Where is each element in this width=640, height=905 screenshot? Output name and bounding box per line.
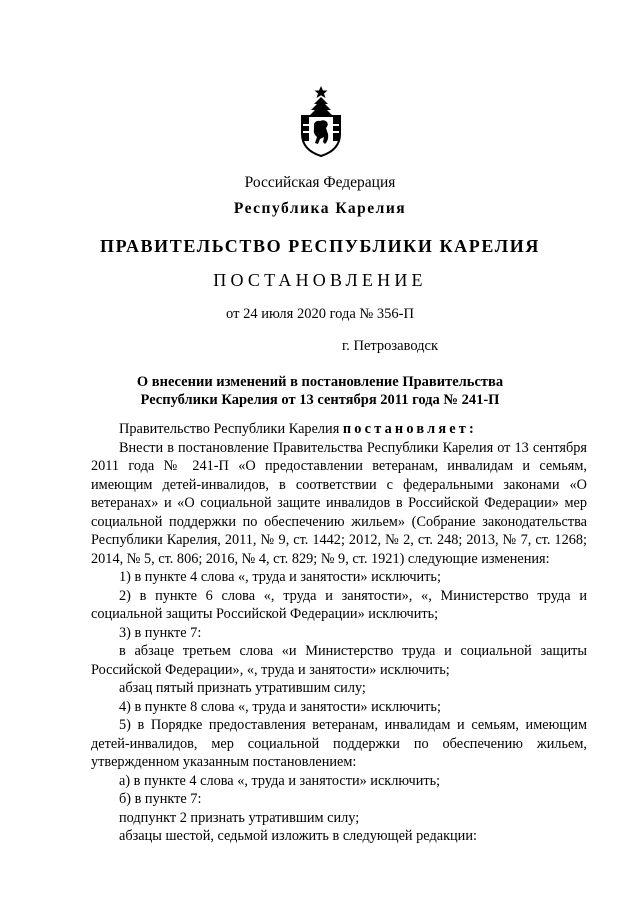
paragraph-6: абзац пятый признать утратившим силу; <box>119 680 366 696</box>
paragraph-11: подпункт 2 признать утратившим силу; <box>119 809 360 826</box>
intro-paragraph <box>91 420 587 439</box>
paragraph-8: 5) в Порядке предоставления ветеранам, инвалидам и семьям, имеющим детей-инвалидов, мер социальной поддержки по обеспечению жильем, утвержденном указанным постановлением: <box>91 717 587 770</box>
date-number-line: от 24 июля 2020 года № 356-П <box>226 306 414 322</box>
government-heading: ПРАВИТЕЛЬСТВО РЕСПУБЛИКИ КАРЕЛИЯ <box>100 236 540 256</box>
paragraph-9: а) в пункте 4 слова «, труда и занятости» исключить; <box>119 772 441 789</box>
title-line-1: О внесении изменений в постановление Правительства <box>136 374 504 390</box>
republic-label: Республика Карелия <box>233 200 407 217</box>
paragraph-1: Внести в постановление Правительства Республики Карелия от 13 сентября 2011 года № 241-П «О предоставлении ветеранам, инвалидам и семьям, имеющим детей-инвалидов, в соответствии с федеральными законами «О ветеранах» и «О социальной защите инвалидов в Российской Федерации» мер социальной поддержки по обеспечению жильем» (Собрание законодательства Республики Карелия, 2011, № 9, ст. 1442; 2012, № 2, ст. 248; 2013, № 7, ст. 1268; 2014, № 5, ст. 806; 2016, № 4, ст. 829; № 9, ст. 1921) следующие изменения: <box>91 439 587 567</box>
paragraph-12: абзацы шестой, седьмой изложить в следующей редакции: <box>119 828 477 844</box>
paragraph-10: б) в пункте 7: <box>119 791 202 807</box>
paragraph-2: 1) в пункте 4 слова «, труда и занятости» исключить; <box>119 569 441 585</box>
paragraph-3: 2) в пункте 6 слова «, труда и занятости», «, Министерство труда и социальной защиты Российской Федерации» исключить; <box>91 587 587 622</box>
federation-label: Российская Федерация <box>244 174 396 191</box>
karelia-emblem-icon <box>296 84 346 158</box>
coat-of-arms-emblem <box>296 84 346 158</box>
intro-text: Правительство Республики Карелия <box>119 421 343 437</box>
paragraph-5: в абзаце третьем слова «и Министерство труда и социальной защиты Российской Федерации», «, труда и занятости» исключить; <box>91 643 587 678</box>
title-line-2: Республики Карелия от 13 сентября 2011 года № 241-П <box>140 392 500 408</box>
city-label: г. Петрозаводск <box>341 338 439 354</box>
document-body <box>91 420 587 846</box>
intro-verb: постановляет: <box>342 421 477 437</box>
document-type-heading: ПОСТАНОВЛЕНИЕ <box>213 270 427 290</box>
paragraph-7: 4) в пункте 8 слова «, труда и занятости» исключить; <box>119 698 441 715</box>
paragraph-4: 3) в пункте 7: <box>119 624 202 641</box>
